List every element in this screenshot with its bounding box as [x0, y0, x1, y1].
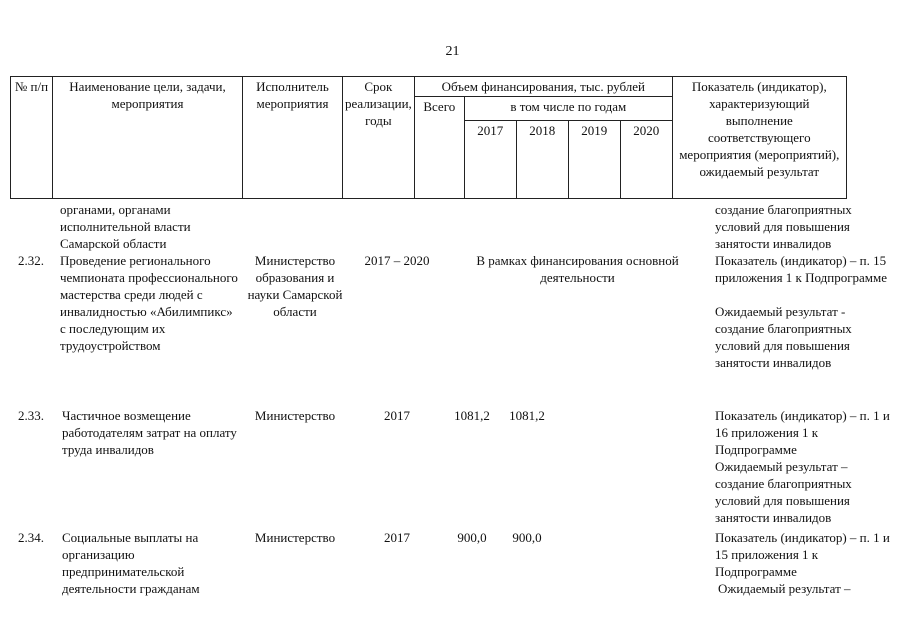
continuation-indicator: создание благоприятных условий для повышения занятости инвалидов — [715, 202, 852, 251]
row-result: Ожидаемый результат – создание благоприятных условий для повышения занятости инвалидов — [715, 459, 852, 525]
row-year-2017: 900,0 — [512, 530, 542, 545]
continuation-name: органами, органами исполнительной власти Самарской области — [60, 202, 191, 251]
row-indicator: Показатель (индикатор) – п. 1 и 16 приложения 1 к Подпрограмме — [715, 408, 890, 457]
header-name: Наименование цели, задачи, мероприятия — [53, 77, 243, 199]
row-term: 2017 – 2020 — [364, 253, 430, 268]
header-indicator: Показатель (индикатор), характеризующий выполнение соответствующего мероприятия (мероприятий), ожидаемый результат — [672, 77, 846, 199]
row-funding-note: В рамках финансирования основной деятельности — [476, 253, 679, 285]
row-name: Проведение регионального чемпионата профессионального мастерства среди людей с инвалидностью «Абилимпикс» с последующим их трудоустройством — [60, 253, 238, 353]
header-funding: Объем финансирования, тыс. рублей — [414, 77, 672, 97]
header-num: № п/п — [11, 77, 53, 199]
row-num: 2.32. — [18, 253, 44, 268]
header-total: Всего — [414, 97, 464, 199]
header-executor: Исполнитель мероприятия — [243, 77, 343, 199]
row-num: 2.34. — [18, 530, 44, 545]
row-term: 2017 — [384, 408, 410, 423]
row-executor: Министерство образования и науки Самарской области — [247, 253, 343, 319]
row-executor: Министерство — [254, 408, 336, 423]
row-term: 2017 — [384, 530, 410, 545]
header-year-2020: 2020 — [620, 121, 672, 199]
row-name: Частичное возмещение работодателям затрат на оплату труда инвалидов — [62, 408, 237, 457]
header-year-2018: 2018 — [516, 121, 568, 199]
header-by-years: в том числе по годам — [464, 97, 672, 121]
header-term: Срок реализации, годы — [343, 77, 415, 199]
page-number: 21 — [445, 44, 460, 59]
row-indicator: Показатель (индикатор) – п. 1 и 15 приложения 1 к Подпрограмме — [715, 530, 890, 579]
header-year-2019: 2019 — [568, 121, 620, 199]
row-name: Социальные выплаты на организацию предпринимательской деятельности гражданам — [62, 530, 200, 596]
row-indicator: Показатель (индикатор) – п. 15 приложения 1 к Подпрограмме — [715, 253, 888, 285]
row-total: 900,0 — [457, 530, 487, 545]
header-year-2017: 2017 — [464, 121, 516, 199]
row-num: 2.33. — [18, 408, 44, 423]
row-executor: Министерство — [254, 530, 336, 545]
row-result: Ожидаемый результат – — [718, 581, 851, 596]
row-year-2017: 1081,2 — [509, 408, 545, 423]
row-result: Ожидаемый результат - создание благоприятных условий для повышения занятости инвалидов — [715, 304, 852, 370]
table-header — [10, 76, 847, 199]
row-total: 1081,2 — [454, 408, 490, 423]
